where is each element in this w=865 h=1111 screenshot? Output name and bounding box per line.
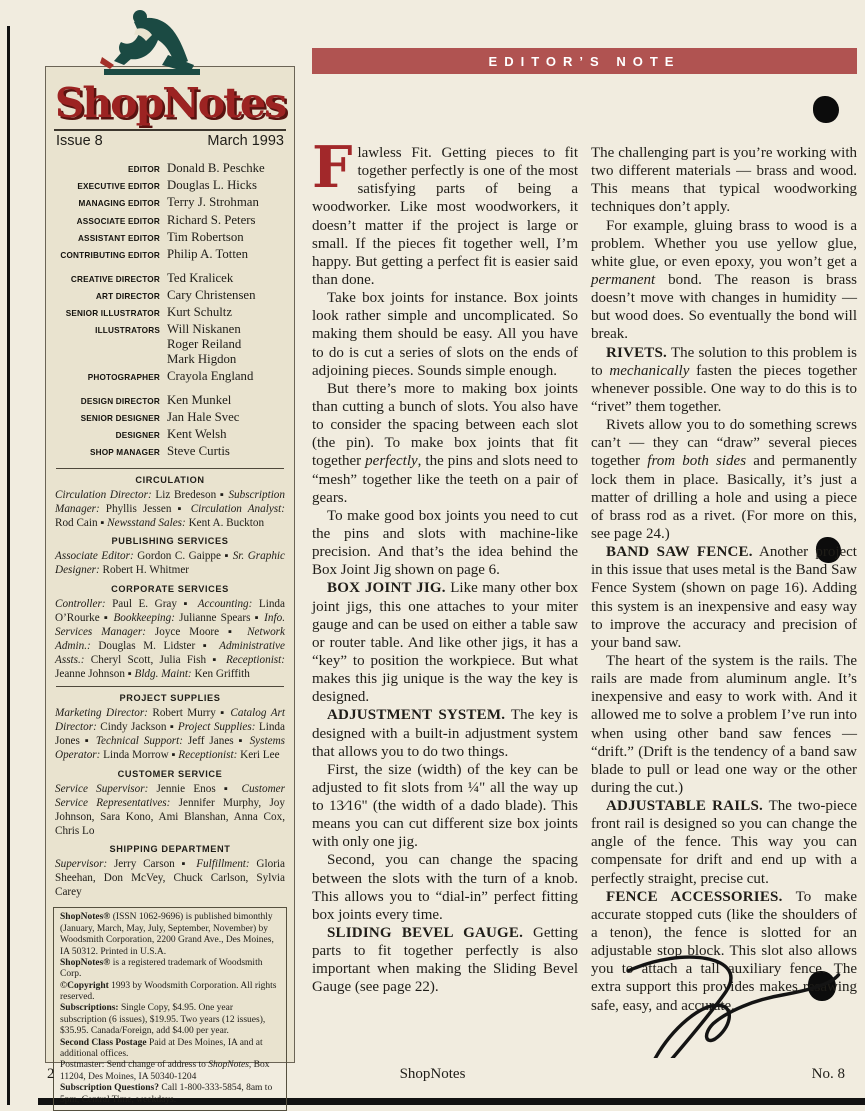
masthead-role-label: SENIOR DESIGNER	[80, 413, 160, 423]
section-banner: EDITOR’S NOTE	[312, 48, 857, 74]
divider-rule	[56, 468, 284, 469]
masthead-role-label: EXECUTIVE EDITOR	[77, 182, 160, 192]
masthead-person-name: Will Niskanen Roger Reiland Mark Higdon	[167, 322, 242, 366]
masthead-role-label: MANAGING EDITOR	[78, 199, 160, 209]
masthead-row	[50, 271, 286, 286]
masthead-section-header: CORPORATE SERVICES	[111, 583, 229, 594]
scan-edge-left	[7, 26, 10, 1105]
paragraph: FENCE ACCESSORIES. To make accurate stopped cuts (like the shoulders of a tenon), the fence is slotted for an adjustable stop block. This slot also allows you to attach a tall auxiliary fence. The extra support this provides makes resawing safe, easy, and accurate.	[591, 888, 857, 1014]
masthead-person-name: Donald B. Peschke	[167, 161, 265, 175]
masthead-role-label: ASSISTANT EDITOR	[77, 233, 160, 243]
fine-print-line: ShopNotes® is a registered trademark of Woodsmith Corp.	[60, 957, 263, 980]
masthead-row	[50, 322, 286, 366]
issue-row	[54, 129, 286, 153]
paragraph: ADJUSTMENT SYSTEM. The key is designed with a built-in adjustment system that allows you to do two things.	[312, 707, 578, 760]
editor-signature	[612, 948, 847, 1058]
masthead-role-label: EDITOR	[128, 165, 160, 174]
masthead-section-header: CUSTOMER SERVICE	[117, 768, 223, 779]
footer-page-number: 2	[47, 1066, 55, 1082]
paragraph: RIVETS. The solution to this problem is to mechanically fasten the pieces together whenever possible. One way to do this is to “rivet” them together.	[591, 344, 857, 415]
masthead-row	[50, 393, 286, 408]
divider-rule	[56, 686, 284, 687]
paragraph: Take box joints for instance. Box joints look rather simple and uncomplicated. So making them should be easy. All you have to do is cut a series of slots on the ends of adjoining pieces. Sounds simple enough.	[312, 290, 578, 379]
drop-cap: F	[312, 134, 353, 201]
paragraph-lead: FENCE ACCESSORIES.	[606, 888, 783, 905]
masthead-role-label: CONTRIBUTING EDITOR	[60, 251, 160, 261]
masthead-person-name: Crayola England	[167, 368, 254, 383]
paragraph: The challenging part is you’re working with two different materials — brass and wood. This means that typical woodworking techniques don’t apply.	[591, 145, 857, 216]
paragraph: Flawless Fit. Getting pieces to fit together perfectly is one of the most satisfying parts of being a woodworker. Like most woodworkers, it doesn’t matter if the project is large or small. If the pieces fit together well, I’m happy. But getting a perfect fit is easier said than done.	[312, 134, 578, 288]
paragraph-lead: ADJUSTMENT SYSTEM.	[327, 707, 506, 724]
masthead-section-body: Associate Editor: Gordon C. Gaippe ▪ Sr. Graphic Designer: Robert H. Whitmer	[55, 550, 285, 577]
masthead-role-label: ASSOCIATE EDITOR	[76, 216, 160, 226]
paragraph: BAND SAW FENCE. Another project in this issue that uses metal is the Band Saw Fence System (shown on page 16). Adding this system is an inexpensive and easy way to improve the accuracy and precision of your band saw.	[591, 544, 857, 651]
woodworker-logo-icon	[98, 5, 218, 87]
paragraph: BOX JOINT JIG. Like many other box joint jigs, this one attaches to your miter gauge and can be used on either a table saw or router table. And like other jigs, it has a “key” to position the workpiece. But what makes this jig unique is the way the key is designed.	[312, 580, 578, 706]
masthead-role-label: DESIGN DIRECTOR	[80, 396, 160, 406]
masthead-person-name: Terry J. Strohman	[167, 195, 259, 210]
masthead-person-name: Philip A. Totten	[167, 247, 248, 262]
paragraph: Second, you can change the spacing between the slots with the turn of a knob. This allows you to “dial-in” perfect fitting box joints every time.	[312, 852, 578, 923]
masthead-row	[50, 427, 286, 442]
masthead-person-name: Jan Hale Svec	[167, 409, 240, 424]
masthead-section-header: PROJECT SUPPLIES	[119, 693, 221, 704]
paragraph-lead: BOX JOINT JIG.	[327, 580, 446, 597]
masthead-section-header: CIRCULATION	[135, 474, 205, 485]
masthead-list	[46, 153, 294, 459]
paragraph-lead: BAND SAW FENCE.	[606, 544, 753, 561]
masthead-person-name: Cary Christensen	[167, 287, 256, 302]
masthead-row	[50, 288, 286, 303]
masthead-section-header: SHIPPING DEPARTMENT	[109, 844, 231, 855]
masthead-role-label: CREATIVE DIRECTOR	[70, 274, 160, 284]
masthead-section-body: Marketing Director: Robert Murry ▪ Catalog Art Director: Cindy Jackson ▪ Project Supplies: Linda Jones ▪ Technical Support: Jeff Janes ▪ Systems Operator: Linda Morrow ▪ Receptionist: Keri Lee	[55, 707, 285, 762]
masthead-sidebar	[45, 66, 295, 1105]
paragraph: First, the size (width) of the key can be adjusted to fit slots from ¼" all the way up to 13⁄16" (the width of a dado blade). This means you can cut different size box joints with only one jig.	[312, 761, 578, 851]
paragraph: For example, gluing brass to wood is a problem. Whether you use yellow glue, white glue, or even epoxy, you won’t get a permanent bond. The reason is brass doesn’t move with changes in humidity — but wood does. So eventually the bond will break.	[591, 217, 857, 343]
issue-number: Issue 8	[56, 133, 103, 149]
footer-issue: No. 8	[811, 1066, 845, 1082]
masthead-person-name: Kurt Schultz	[167, 305, 233, 320]
masthead-person-name: Ted Kralicek	[167, 270, 234, 285]
masthead-row	[50, 195, 286, 210]
paragraph-lead: RIVETS.	[606, 344, 668, 361]
masthead-row	[50, 213, 286, 228]
masthead-section-body: Supervisor: Jerry Carson ▪ Fulfillment: Gloria Sheehan, Don McVey, Chuck Carlson, Sylvia Carey	[55, 858, 285, 899]
masthead-row	[50, 444, 286, 459]
masthead-person-name: Kent Welsh	[167, 427, 227, 442]
masthead-row	[50, 305, 286, 320]
masthead-section-body: Service Supervisor: Jennie Enos ▪ Customer Service Representatives: Jennifer Murphy, Joy Johnson, Sara Kono, Ami Blanshan, Anna Cox, Chris Lo	[55, 782, 285, 837]
masthead-group	[50, 161, 286, 262]
fine-print-line: Subscriptions: Single Copy, $4.95. One year subscription (6 issues), $19.95. Two years (12 issues), $35.95. Canada/Foreign, add $4.00 per year.	[60, 1003, 266, 1037]
paragraph-lead: SLIDING BEVEL GAUGE.	[327, 925, 524, 942]
issue-date: March 1993	[207, 133, 284, 149]
article-columns	[312, 134, 857, 1015]
masthead-person-name: Douglas L. Hicks	[167, 178, 257, 193]
fine-print-line: ©Copyright 1993 by Woodsmith Corporation. All rights reserved.	[60, 980, 277, 1003]
paragraph: SLIDING BEVEL GAUGE. Getting parts to fit together perfectly is also important when making the Sliding Bevel Gauge (see page 22).	[312, 925, 578, 996]
masthead-group	[50, 393, 286, 459]
masthead-role-label: SHOP MANAGER	[89, 448, 160, 458]
fine-print-line: Subscription Questions? Call 1-800-333-5854, 8am to 5pm, Central Time, weekdays.	[60, 1083, 273, 1105]
fine-print-line: Postmaster: Send change of address to ShopNotes, Box 11204, Des Moines, IA 50340-1204	[60, 1060, 270, 1082]
masthead-row	[50, 410, 286, 425]
masthead-row	[50, 247, 286, 262]
paragraph-lead: ADJUSTABLE RAILS.	[606, 798, 763, 815]
masthead-section-body: Circulation Director: Liz Bredeson ▪ Subscription Manager: Phyllis Jessen ▪ Circulation Analyst: Rod Cain ▪ Newsstand Sales: Kent A. Buckton	[55, 488, 285, 530]
masthead-role-label: ART DIRECTOR	[95, 291, 160, 301]
paragraph: ADJUSTABLE RAILS. The two-piece front rail is designed so you can change the angle of the fence. This way you can compensate for drift and end up with a perfectly straight, precise cut.	[591, 798, 857, 887]
article-column-2	[591, 144, 857, 1015]
masthead-role-label: ILLUSTRATORS	[95, 326, 160, 336]
masthead-person-name: Ken Munkel	[167, 392, 232, 407]
masthead-group	[50, 271, 286, 384]
paragraph: But there’s more to making box joints than cutting a bunch of slots. You also have to consider the spacing between each slot (the pin). To make box joints that fit together perfectly, the pins and slots need to “mesh” together like the teeth on a pair of gears.	[312, 380, 578, 506]
masthead-person-name: Richard S. Peters	[167, 212, 256, 227]
paragraph: The heart of the system is the rails. The rails are made from aluminum angle. It’s inexpensive and easy to work with. And it allowed me to solve a problem I’ve run into when using other band saw fences — “drift.” (Drift is the tendency of a band saw blade to pull or lead one way or the other during the cut.)	[591, 652, 857, 796]
masthead-role-label: SENIOR ILLUSTRATOR	[65, 309, 160, 319]
fine-print-line: Second Class Postage Paid at Des Moines, IA and at additional offices.	[60, 1037, 263, 1060]
fine-print-line: ShopNotes® (ISSN 1062-9696) is published bimonthly (January, March, May, July, September, November) by Woodsmith Corporation, 2200 Grand Ave., Des Moines, IA 50312. Printed in U.S.A.	[60, 912, 274, 957]
footer-title: ShopNotes	[399, 1066, 466, 1082]
masthead-person-name: Tim Robertson	[167, 229, 244, 244]
masthead-role-label: PHOTOGRAPHER	[87, 372, 160, 382]
masthead-sections	[46, 468, 294, 899]
masthead-row	[50, 230, 286, 245]
magazine-logo: ShopNotes	[54, 79, 286, 127]
masthead-row	[50, 161, 286, 176]
paragraph: To make good box joints you need to cut the pins and slots with machine-like precision. And that’s the idea behind the Box Joint Jig shown on page 6.	[312, 507, 578, 579]
masthead-section-header: PUBLISHING SERVICES	[111, 536, 229, 547]
masthead-role-label: DESIGNER	[115, 431, 160, 441]
article-column-1	[312, 134, 578, 1015]
paragraph: Rivets allow you to do something screws can’t — they can “draw” several pieces together from both sides and permanently lock them in place. Basically, it’s just a matter of drilling a hole and using a piece of brass rod as a rivet. (For more on this, see page 24.)	[591, 417, 857, 542]
editors-note-article	[312, 48, 857, 1015]
masthead-section-body: Controller: Paul E. Gray ▪ Accounting: Linda O’Rourke ▪ Bookkeeping: Julianne Spears ▪ Info. Services Manager: Joyce Moore ▪ Network Admin.: Douglas M. Lidster ▪ Administrative Assts.: Cheryl Scott, Julia Fish ▪ Receptionist: Jeanne Johnson ▪ Bldg. Maint: Ken Griffith	[55, 597, 286, 681]
masthead-row	[50, 178, 286, 193]
masthead-person-name: Steve Curtis	[167, 444, 230, 459]
masthead-row	[50, 369, 286, 384]
